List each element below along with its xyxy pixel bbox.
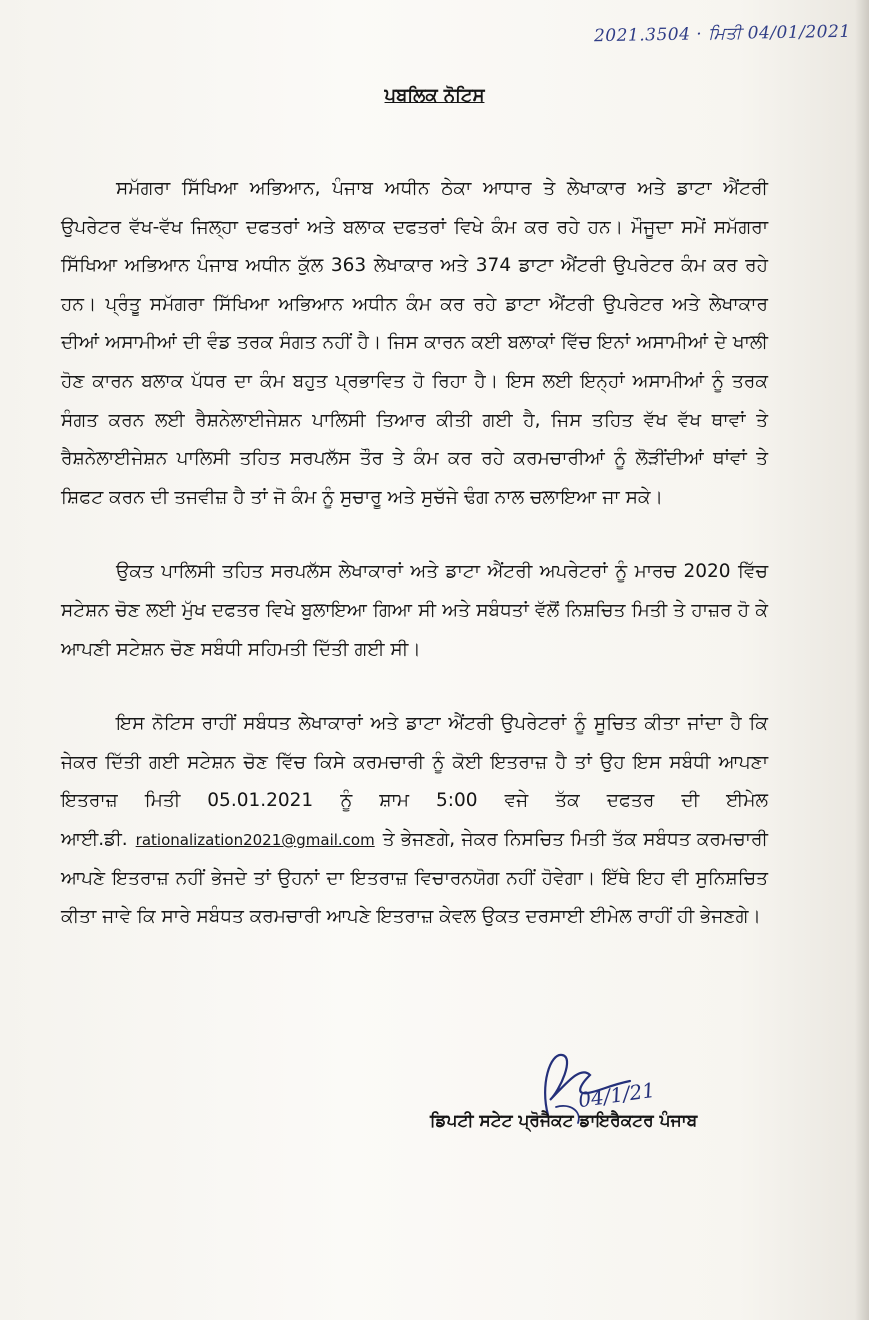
signatory-designation: ਡਿਪਟੀ ਸਟੇਟ ਪ੍ਰੋਜੈਕਟ ਡਾਇਰੈਕਟਰ ਪੰਜਾਬ: [430, 1111, 698, 1131]
paragraph-2: ਉਕਤ ਪਾਲਿਸੀ ਤਹਿਤ ਸਰਪਲੱਸ ਲੇਖਾਕਾਰਾਂ ਅਤੇ ਡਾਟਾ ਐਂਟਰੀ ਅਪਰੇਟਰਾਂ ਨੂੰ ਮਾਰਚ 2020 ਵਿੱਚ ਸਟੇਸ਼ਨ ਚੋਣ ਲਈ ਮੁੱਖ ਦਫਤਰ ਵਿਖੇ ਬੁਲਾਇਆ ਗਿਆ ਸੀ ਅਤੇ ਸਬੰਧਤਾਂ ਵੱਲੋਂ ਨਿਸ਼ਚਿਤ ਮਿਤੀ ਤੇ ਹਾਜ਼ਰ ਹੋ ਕੇ ਆਪਣੀ ਸਟੇਸ਼ਨ ਚੋਣ ਸਬੰਧੀ ਸਹਿਮਤੀ ਦਿੱਤੀ ਗਈ ਸੀ।: [61, 561, 768, 660]
handwritten-reference-number: 2021.3504 · ਮਿਤੀ 04/01/2021: [594, 21, 852, 47]
email-link[interactable]: rationalization2021@gmail.com: [135, 830, 375, 849]
notice-title: [0, 85, 869, 106]
notice-title-text: ਪਬਲਿਕ ਨੋਟਿਸ: [384, 85, 485, 106]
paper-edge-shadow: [855, 0, 869, 1320]
paragraph-1: ਸਮੱਗਰਾ ਸਿੱਖਿਆ ਅਭਿਆਨ, ਪੰਜਾਬ ਅਧੀਨ ਠੇਕਾ ਆਧਾਰ ਤੇ ਲੇਖਾਕਾਰ ਅਤੇ ਡਾਟਾ ਐਂਟਰੀ ਉਪਰੇਟਰ ਵੱਖ-ਵੱਖ ਜਿਲ੍ਹਾ ਦਫਤਰਾਂ ਅਤੇ ਬਲਾਕ ਦਫਤਰਾਂ ਵਿਖੇ ਕੰਮ ਕਰ ਰਹੇ ਹਨ। ਮੌਜੂਦਾ ਸਮੇਂ ਸਮੱਗਰਾ ਸਿੱਖਿਆ ਅਭਿਆਨ ਪੰਜਾਬ ਅਧੀਨ ਕੁੱਲ 363 ਲੇਖਾਕਾਰ ਅਤੇ 374 ਡਾਟਾ ਐਂਟਰੀ ਉਪਰੇਟਰ ਕੰਮ ਕਰ ਰਹੇ ਹਨ। ਪ੍ਰੰਤੂ ਸਮੱਗਰਾ ਸਿੱਖਿਆ ਅਭਿਆਨ ਅਧੀਨ ਕੰਮ ਕਰ ਰਹੇ ਡਾਟਾ ਐਂਟਰੀ ਉਪਰੇਟਰ ਅਤੇ ਲੇਖਾਕਾਰ ਦੀਆਂ ਅਸਾਮੀਆਂ ਦੀ ਵੰਡ ਤਰਕ ਸੰਗਤ ਨਹੀਂ ਹੈ। ਜਿਸ ਕਾਰਨ ਕਈ ਬਲਾਕਾਂ ਵਿੱਚ ਇਨਾਂ ਅਸਾਮੀਆਂ ਦੇ ਖਾਲੀ ਹੋਣ ਕਾਰਨ ਬਲਾਕ ਪੱਧਰ ਦਾ ਕੰਮ ਬਹੁਤ ਪ੍ਰਭਾਵਿਤ ਹੋ ਰਿਹਾ ਹੈ। ਇਸ ਲਈ ਇਨ੍ਹਾਂ ਅਸਾਮੀਆਂ ਨੂੰ ਤਰਕ ਸੰਗਤ ਕਰਨ ਲਈ ਰੈਸ਼ਨੇਲਾਈਜੇਸ਼ਨ ਪਾਲਿਸੀ ਤਿਆਰ ਕੀਤੀ ਗਈ ਹੈ, ਜਿਸ ਤਹਿਤ ਵੱਖ ਵੱਖ ਥਾਵਾਂ ਤੇ ਰੈਸ਼ਨੇਲਾਈਜੇਸ਼ਨ ਪਾਲਿਸੀ ਤਹਿਤ ਸਰਪਲੱਸ ਤੌਰ ਤੇ ਕੰਮ ਕਰ ਰਹੇ ਕਰਮਚਾਰੀਆਂ ਨੂੰ ਲੋੜੀਂਦੀਆਂ ਥਾਂਵਾਂ ਤੇ ਸ਼ਿਫਟ ਕਰਨ ਦੀ ਤਜਵੀਜ਼ ਹੈ ਤਾਂ ਜੋ ਕੰਮ ਨੂੰ ਸੁਚਾਰੂ ਅਤੇ ਸੁਚੱਜੇ ਢੰਗ ਨਾਲ ਚਲਾਇਆ ਜਾ ਸਕੇ।: [61, 178, 768, 508]
notice-body: [61, 170, 768, 937]
paragraph-3-part-1: ਇਸ ਨੋਟਿਸ ਰਾਹੀਂ ਸਬੰਧਤ ਲੇਖਾਕਾਰਾਂ ਅਤੇ ਡਾਟਾ ਐਂਟਰੀ ਉਪਰੇਟਰਾਂ ਨੂੰ ਸੂਚਿਤ ਕੀਤਾ ਜਾਂਦਾ ਹੈ ਕਿ ਜੇਕਰ ਦਿੱਤੀ ਗਈ ਸਟੇਸ਼ਨ ਚੋਣ ਵਿੱਚ ਕਿਸੇ ਕਰਮਚਾਰੀ ਨੂੰ ਕੋਈ ਇਤਰਾਜ਼ ਹੈ ਤਾਂ ਉਹ ਇਸ ਸਬੰਧੀ ਆਪਣਾ ਇਤਰਾਜ਼ ਮਿਤੀ 05.01.2021 ਨੂੰ ਸ਼ਾਮ 5:00 ਵਜੇ ਤੱਕ ਦਫਤਰ ਦੀ ਈਮੇਲ ਆਈ.ਡੀ.: [61, 713, 768, 850]
paragraph-3: [61, 705, 768, 937]
signature-date: 04/1/21: [576, 1077, 657, 1113]
signature-block: [430, 1045, 770, 1155]
paragraph-3-part-2: ਤੇ ਭੇਜਣਗੇ, ਜੇਕਰ ਨਿਸਚਿਤ ਮਿਤੀ ਤੱਕ ਸਬੰਧਤ ਕਰਮਚਾਰੀ ਆਪਣੇ ਇਤਰਾਜ਼ ਨਹੀਂ ਭੇਜਦੇ ਤਾਂ ਉਹਨਾਂ ਦਾ ਇਤਰਾਜ਼ ਵਿਚਾਰਨਯੋਗ ਨਹੀਂ ਹੋਵੇਗਾ। ਇੱਥੇ ਇਹ ਵੀ ਸੁਨਿਸ਼ਚਿਤ ਕੀਤਾ ਜਾਵੇ ਕਿ ਸਾਰੇ ਸਬੰਧਤ ਕਰਮਚਾਰੀ ਆਪਣੇ ਇਤਰਾਜ਼ ਕੇਵਲ ਉਕਤ ਦਰਸਾਈ ਈਮੇਲ ਰਾਹੀਂ ਹੀ ਭੇਜਣਗੇ।: [61, 828, 768, 928]
